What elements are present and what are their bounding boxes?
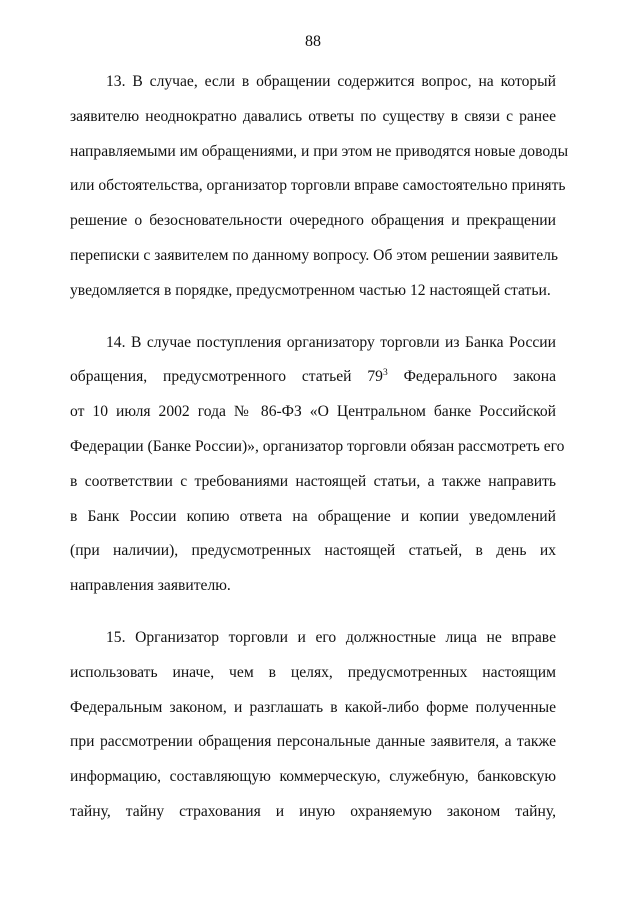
text-line: при рассмотрении обращения персональные данные заявителя, а также bbox=[70, 733, 556, 751]
text-line: от 10 июля 2002 года № 86-ФЗ «О Центральном банке Российской bbox=[70, 403, 556, 421]
paragraph-13 bbox=[70, 70, 569, 314]
text-line-head: обращения, предусмотренного статьей 79 bbox=[70, 368, 383, 386]
paragraph-14 bbox=[70, 331, 565, 609]
text-line: в соответствии с требованиями настоящей статьи, а также направить bbox=[70, 472, 556, 490]
document-body bbox=[70, 70, 569, 835]
text-line: направления заявителю. bbox=[70, 577, 231, 595]
text-line: использовать иначе, чем в целях, предусмотренных настоящим bbox=[70, 663, 556, 681]
article-superscript: 3 bbox=[382, 368, 388, 379]
text-line: (при наличии), предусмотренных настоящей статьей, в день их bbox=[70, 542, 556, 560]
text-line: 14. В случае поступления организатору торговли из Банка России bbox=[106, 333, 556, 351]
text-line: в Банк России копию ответа на обращение и копии уведомлений bbox=[70, 507, 556, 525]
text-line: 15. Организатор торговли и его должностные лица не вправе bbox=[106, 628, 556, 646]
text-line: решение о безосновательности очередного обращения и прекращении bbox=[70, 212, 556, 230]
text-line: тайну, тайну страхования и иную охраняемую законом тайну, bbox=[70, 802, 556, 820]
text-line: уведомляется в порядке, предусмотренном частью 12 настоящей статьи. bbox=[70, 281, 551, 299]
text-line: информацию, составляющую коммерческую, служебную, банковскую bbox=[70, 768, 556, 786]
text-line-tail: Федерального закона bbox=[387, 368, 556, 386]
text-line: Федеральным законом, и разглашать в какой-либо форме полученные bbox=[70, 698, 556, 716]
paragraph-15 bbox=[70, 626, 556, 835]
text-line: направляемыми им обращениями, и при этом не приводятся новые доводы bbox=[70, 142, 569, 160]
text-line: заявителю неоднократно давались ответы по существу в связи с ранее bbox=[70, 107, 556, 125]
text-line: 13. В случае, если в обращении содержится вопрос, на который bbox=[106, 73, 556, 90]
text-line-with-superscript bbox=[70, 365, 556, 400]
text-line: Федерации (Банке России)», организатор торговли обязан рассмотреть его bbox=[70, 437, 565, 455]
text-line: переписки с заявителем по данному вопросу. Об этом решении заявитель bbox=[70, 246, 559, 264]
text-line: или обстоятельства, организатор торговли вправе самостоятельно принять bbox=[70, 177, 566, 195]
page-number: 88 bbox=[305, 33, 321, 50]
